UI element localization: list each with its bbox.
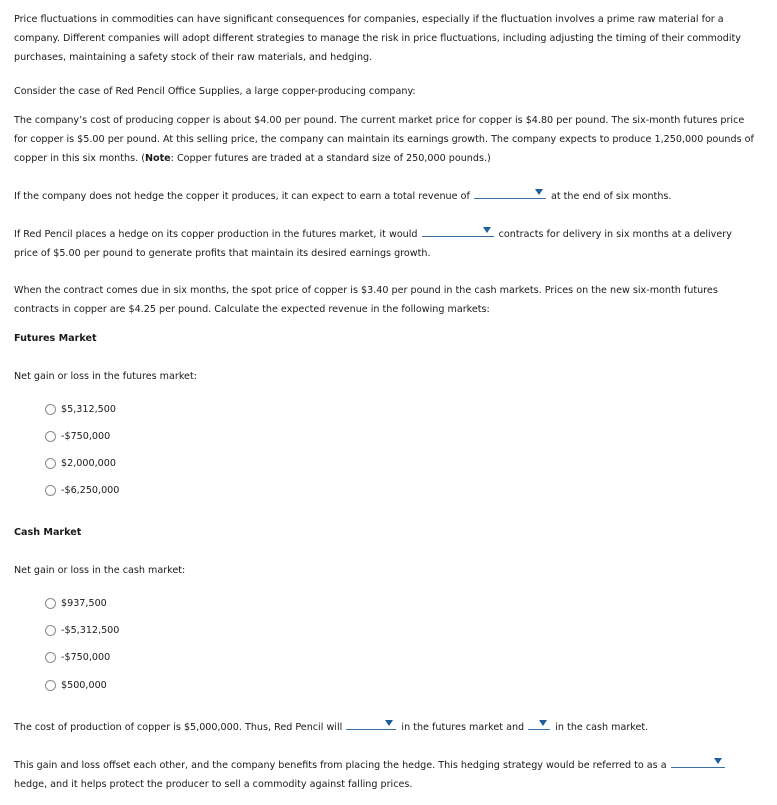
cost-text: The company’s cost of producing copper is about $4.00 per pound. The current market price for copper is $4.80 per pound. The six-month futures price for copper is $5.00 per pound. At this selling price, the company can maintain its earnings growth. The company expects to produce 1,250,000 pounds of copper in this six months. ( [14, 115, 754, 164]
q3-after: in the cash market. [555, 722, 649, 733]
q4-after: hedge, and it helps protect the producer to sell a commodity against falling prices. [14, 779, 413, 790]
question-gain-loss [14, 717, 756, 737]
note-label: Note [144, 153, 171, 164]
hedge-contracts-dropdown[interactable] [422, 224, 494, 237]
q3-before: The cost of production of copper is $5,000,000. Thus, Red Pencil will [14, 722, 343, 733]
cost-paragraph [14, 111, 756, 168]
hedge-type-dropdown[interactable] [671, 755, 725, 768]
q1-after: at the end of six months. [550, 191, 672, 202]
scenario-paragraph: When the contract comes due in six months, the spot price of copper is $3.40 per pound in the cash markets. Prices on the new six-month futures contracts in copper are $4.25 per pound. Calculate the expected revenue in the following markets: [14, 285, 718, 315]
q4-before: This gain and loss offset each other, and the company benefits from placing the hedge. This hedging strategy would be referred to as a [14, 760, 667, 771]
radio-icon[interactable] [45, 625, 56, 636]
radio-icon[interactable] [45, 404, 56, 415]
futures-gain-loss-dropdown[interactable] [346, 717, 396, 730]
intro-paragraph: Price fluctuations in commodities can have significant consequences for companies, especially if the fluctuation involves a prime raw material for a company. Different companies will adopt different strategies to manage the risk in price fluctuations, including adjusting the timing of their commodity purchases, maintaining a safety stock of their raw materials, and hedging. [14, 14, 741, 63]
q2-before: If Red Pencil places a hedge on its copper production in the futures market, it would [14, 229, 418, 240]
radio-icon[interactable] [45, 680, 56, 691]
total-revenue-dropdown[interactable] [474, 186, 546, 199]
radio-icon[interactable] [45, 485, 56, 496]
radio-icon[interactable] [45, 431, 56, 442]
note-text: : Copper futures are traded at a standard size of 250,000 pounds.) [170, 153, 491, 164]
dropdown-arrow-icon [483, 227, 491, 233]
question-hedge-contracts [14, 224, 756, 263]
dropdown-arrow-icon [539, 720, 547, 726]
q2-after: contracts for delivery in six months at a delivery price of $5.00 per pound to generate profits that maintain its desired earnings growth. [14, 229, 732, 259]
q1-before: If the company does not hedge the copper it produces, it can expect to earn a total revenue of [14, 191, 470, 202]
futures-market-heading: Futures Market [14, 333, 97, 344]
dropdown-arrow-icon [385, 720, 393, 726]
question-total-revenue [14, 186, 756, 206]
radio-icon[interactable] [45, 652, 56, 663]
case-intro: Consider the case of Red Pencil Office Supplies, a large copper-producing company: [14, 86, 416, 97]
dropdown-arrow-icon [535, 189, 543, 195]
question-hedge-type [14, 755, 756, 794]
futures-question: Net gain or loss in the futures market: [14, 371, 197, 382]
cash-market-heading: Cash Market [14, 527, 82, 538]
radio-icon[interactable] [45, 598, 56, 609]
q3-middle: in the futures market and [401, 722, 525, 733]
cash-question: Net gain or loss in the cash market: [14, 565, 186, 576]
cash-gain-loss-dropdown[interactable] [528, 717, 550, 730]
dropdown-arrow-icon [714, 758, 722, 764]
radio-icon[interactable] [45, 458, 56, 469]
